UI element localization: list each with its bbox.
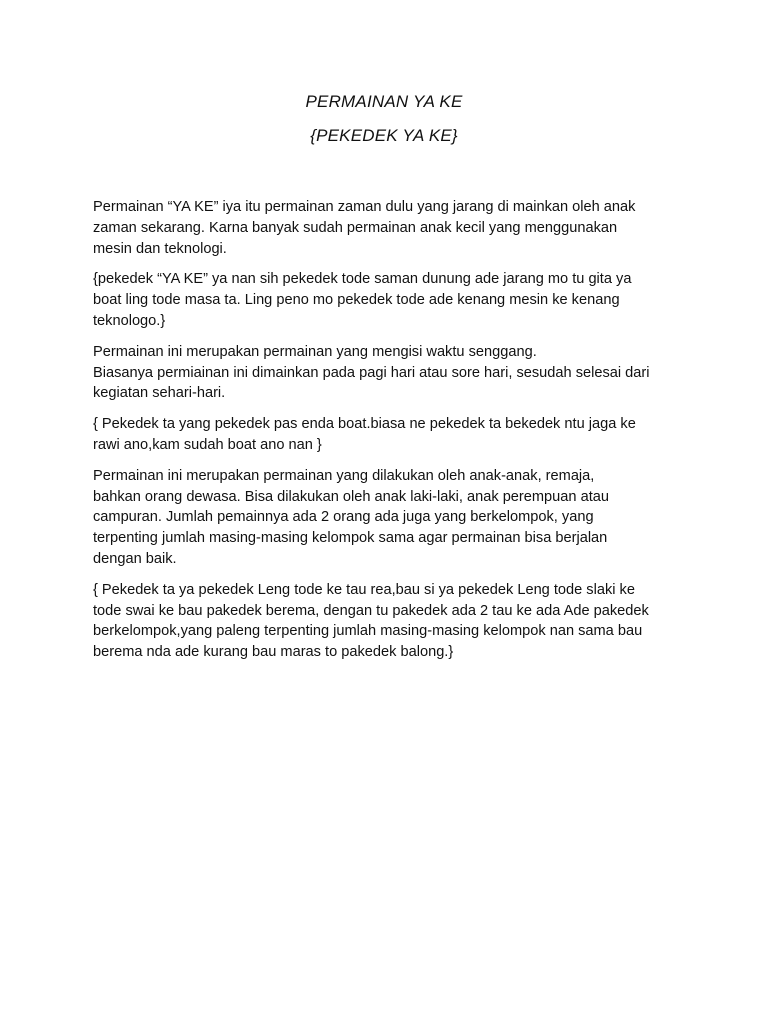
paragraph-2: {pekedek “YA KE” ya nan sih pekedek tode saman dunung ade jarang mo tu gita ya boat ling tode masa ta. Ling peno mo pekedek tode ade kenang mesin ke kenang teknologo.}	[93, 271, 632, 329]
document-title: PERMAINAN YA KE	[305, 92, 463, 111]
paragraph-1: Permainan “YA KE” iya itu permainan zaman dulu yang jarang di mainkan oleh anak zaman sekarang. Karna banyak sudah permainan anak kecil yang menggunakan mesin dan teknologi.	[93, 199, 636, 257]
title-block	[0, 90, 768, 148]
paragraph-5: Permainan ini merupakan permainan yang dilakukan oleh anak-anak, remaja, bahkan orang dewasa. Bisa dilakukan oleh anak laki-laki, anak perempuan atau campuran. Jumlah pemainnya ada 2 orang ada juga yang berkelompok, yang terpenting jumlah masing-masing kelompok sama agar permainan bisa berjalan dengan baik.	[93, 467, 609, 567]
document-subtitle: {PEKEDEK YA KE}	[310, 126, 458, 145]
paragraph-4: { Pekedek ta yang pekedek pas enda boat.biasa ne pekedek ta bekedek ntu jaga ke rawi ano,kam sudah boat ano nan }	[93, 416, 636, 453]
paragraph-3: Permainan ini merupakan permainan yang mengisi waktu senggang. Biasanya permiainan ini dimainkan pada pagi hari atau sore hari, sesudah selesai dari kegiatan sehari-hari.	[93, 343, 650, 402]
document-body	[93, 197, 689, 673]
paragraph-6: { Pekedek ta ya pekedek Leng tode ke tau rea,bau si ya pekedek Leng tode slaki ke tode swai ke bau pakedek berema, dengan tu pakedek ada 2 tau ke ada Ade pakedek berkelompok,yang paleng terpenting jumlah masing-masing kelompok nan sama bau berema nda ade kurang bau maras to pakedek balong.}	[93, 581, 649, 661]
